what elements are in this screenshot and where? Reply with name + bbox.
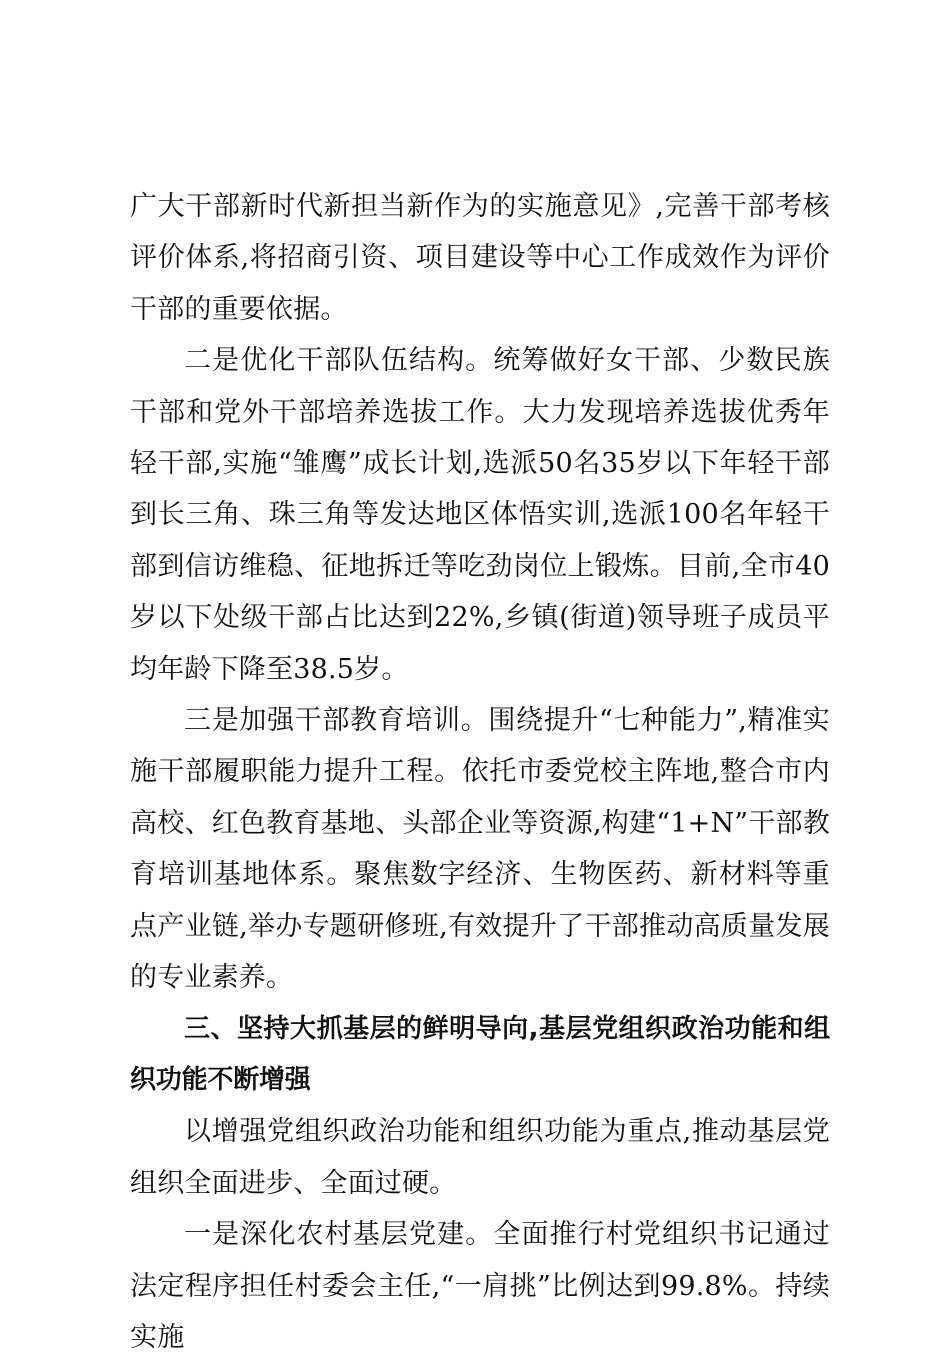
paragraph-section-intro: 以增强党组织政治功能和组织功能为重点,推动基层党组织全面进步、全面过硬。 [130,1116,830,1199]
paragraph-rural-party-building: 一是深化农村基层党建。全面推行村党组织书记通过法定程序担任村委会主任,“一肩挑”比例达到99.8%。持续实施 [130,1219,830,1353]
document-body [130,181,830,1363]
section-heading: 三、坚持大抓基层的鲜明导向,基层党组织政治功能和组织功能不断增强 [130,1013,830,1095]
paragraph-continuation: 广大干部新时代新担当新作为的实施意见》,完善干部考核评价体系,将招商引资、项目建设等中心工作成效作为评价干部的重要依据。 [130,191,830,325]
paragraph-education-training: 三是加强干部教育培训。围绕提升“七种能力”,精准实施干部履职能力提升工程。依托市委党校主阵地,整合市内高校、红色教育基地、头部企业等资源,构建“1+N”干部教育培训基地体系。聚焦数字经济、生物医药、新材料等重点产业链,举办专题研修班,有效提升了干部推动高质量发展的专业素养。 [130,705,830,994]
paragraph-optimize-structure: 二是优化干部队伍结构。统筹做好女干部、少数民族干部和党外干部培养选拔工作。大力发现培养选拔优秀年轻干部,实施“雏鹰”成长计划,选派50名35岁以下年轻干部到长三角、珠三角等发达地区体悟实训,选派100名年轻干部到信访维稳、征地拆迁等吃劲岗位上锻炼。目前,全市40岁以下处级干部占比达到22%,乡镇(街道)领导班子成员平均年龄下降至38.5岁。 [130,345,830,685]
